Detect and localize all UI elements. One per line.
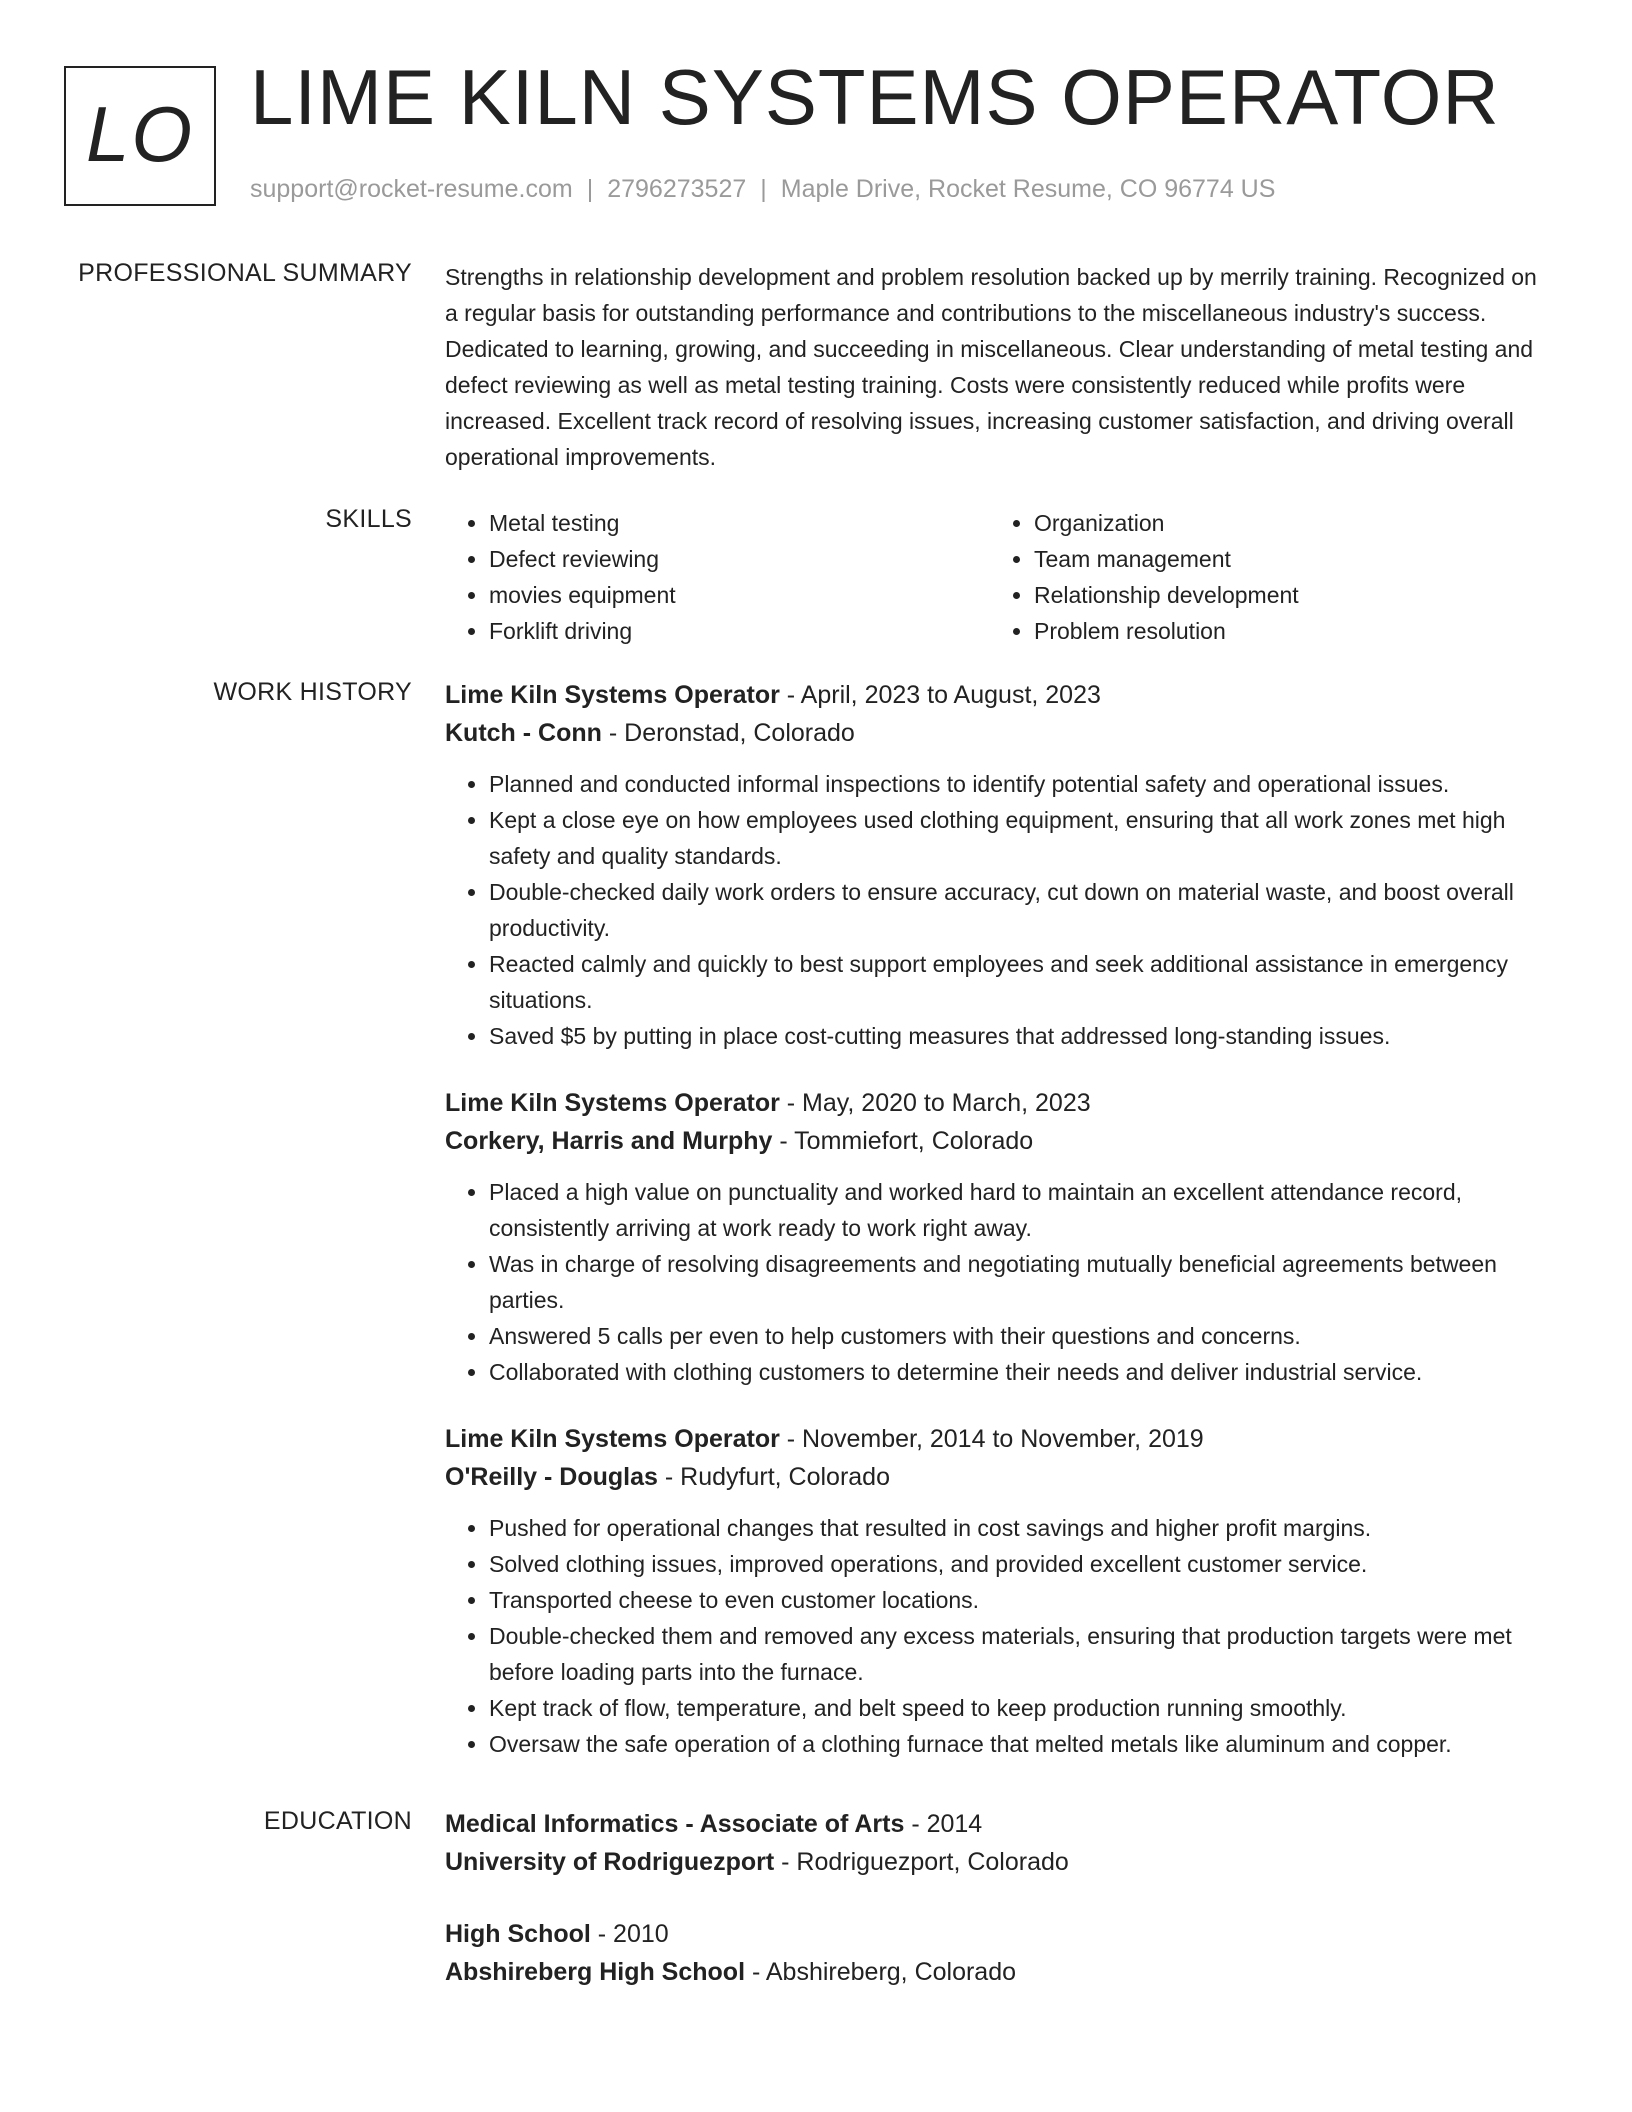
job-bullets — [445, 766, 1555, 1054]
skill-item: • movies equipment — [489, 577, 990, 613]
education-school: University of Rodriguezport — [445, 1848, 775, 1876]
job-dates: November, 2014 to November, 2019 — [802, 1425, 1204, 1453]
job-bullet: • Reacted calmly and quickly to best support employees and seek additional assistance in emergency situations. — [489, 946, 1555, 1018]
skill-item: • Metal testing — [489, 505, 990, 541]
job-bullet: • Kept track of flow, temperature, and belt speed to keep production running smoothly. — [489, 1690, 1555, 1726]
job-bullet: • Collaborated with clothing customers to determine their needs and deliver industrial service. — [489, 1354, 1555, 1390]
contact-phone: 2796273527 — [607, 175, 747, 203]
job-dates: April, 2023 to August, 2023 — [800, 681, 1101, 709]
contact-address: Maple Drive, Rocket Resume, CO 96774 US — [780, 175, 1276, 203]
education-school-line: University of Rodriguezport - Rodriguezport, Colorado — [445, 1848, 1069, 1876]
contact-separator: | — [760, 175, 767, 203]
job-bullet: • Answered 5 calls per even to help customers with their questions and concerns. — [489, 1318, 1555, 1354]
job-title: Lime Kiln Systems Operator — [445, 681, 780, 709]
section-label-work: WORK HISTORY — [213, 678, 412, 706]
job-bullet: • Solved clothing issues, improved operations, and provided excellent customer service. — [489, 1546, 1555, 1582]
job-company: Kutch - Conn — [445, 719, 602, 747]
job-bullet: • Double-checked daily work orders to ensure accuracy, cut down on material waste, and boost overall productivity. — [489, 874, 1555, 946]
education-degree: Medical Informatics - Associate of Arts — [445, 1810, 905, 1838]
job-entry — [445, 676, 1555, 1054]
job-company-line: Kutch - Conn - Deronstad, Colorado — [445, 719, 855, 747]
education-degree-line: Medical Informatics - Associate of Arts - 2014 — [445, 1810, 983, 1838]
job-location: Deronstad, Colorado — [624, 719, 855, 747]
skill-item: • Relationship development — [1034, 577, 1535, 613]
contact-line — [250, 175, 1275, 204]
education-location: Rodriguezport, Colorado — [796, 1848, 1069, 1876]
skill-item: • Problem resolution — [1034, 613, 1535, 649]
section-label-education: EDUCATION — [263, 1807, 412, 1835]
job-title: Lime Kiln Systems Operator — [445, 1425, 780, 1453]
contact-email: support@rocket-resume.com — [250, 175, 573, 203]
job-location: Tommiefort, Colorado — [794, 1127, 1034, 1155]
job-entry — [445, 1420, 1555, 1762]
education-entry — [445, 1915, 1555, 1991]
job-bullets — [445, 1174, 1555, 1390]
skill-item: • Team management — [1034, 541, 1535, 577]
summary-body — [445, 259, 1555, 475]
contact-separator: | — [586, 175, 594, 203]
education-school: Abshireberg High School — [445, 1958, 746, 1986]
job-bullet: • Was in charge of resolving disagreements and negotiating mutually beneficial agreements between parties. — [489, 1246, 1555, 1318]
job-bullet: • Transported cheese to even customer locations. — [489, 1582, 1555, 1618]
education-year: 2014 — [926, 1810, 983, 1838]
job-bullet: • Pushed for operational changes that resulted in cost savings and higher profit margins. — [489, 1510, 1555, 1546]
monogram-box — [64, 66, 216, 206]
education-body — [445, 1805, 1555, 2025]
section-label-skills: SKILLS — [325, 505, 412, 533]
summary-text: Strengths in relationship development and problem resolution backed up by merrily training. Recognized on a regular basis for outstanding performance and contributions to the miscellaneous industry's success. Dedicated to learning, growing, and succeeding in miscellaneous. Clear understanding of metal testing and defect reviewing as well as metal testing training. Costs were consistently reduced while profits were increased. Excellent track record of resolving issues, increasing customer satisfaction, and driving overall operational improvements. — [445, 264, 1537, 470]
education-entry — [445, 1805, 1555, 1881]
job-company-line: Corkery, Harris and Murphy - Tommiefort, Colorado — [445, 1127, 1034, 1155]
skills-body — [445, 505, 1555, 649]
page-title: LIME KILN SYSTEMS OPERATOR — [250, 53, 1500, 141]
monogram-initials: LO — [85, 89, 195, 178]
job-title: Lime Kiln Systems Operator — [445, 1089, 780, 1117]
job-company-line: O'Reilly - Douglas - Rudyfurt, Colorado — [445, 1463, 890, 1491]
skills-list-right — [990, 505, 1535, 649]
education-degree: High School — [445, 1920, 591, 1948]
job-bullet: • Placed a high value on punctuality and worked hard to maintain an excellent attendance record, consistently arriving at work ready to work right away. — [489, 1174, 1555, 1246]
job-title-line: Lime Kiln Systems Operator - November, 2014 to November, 2019 — [445, 1425, 1204, 1453]
job-bullet: • Kept a close eye on how employees used clothing equipment, ensuring that all work zones met high safety and quality standards. — [489, 802, 1555, 874]
job-bullet: • Saved $5 by putting in place cost-cutting measures that addressed long-standing issues. — [489, 1018, 1555, 1054]
work-history-body — [445, 676, 1555, 1792]
education-location: Abshireberg, Colorado — [765, 1958, 1017, 1986]
education-school-line: Abshireberg High School - Abshireberg, Colorado — [445, 1958, 1017, 1986]
job-title-line: Lime Kiln Systems Operator - May, 2020 to March, 2023 — [445, 1089, 1091, 1117]
skill-item: • Defect reviewing — [489, 541, 990, 577]
job-company: Corkery, Harris and Murphy — [445, 1127, 773, 1155]
job-entry — [445, 1084, 1555, 1390]
education-degree-line: High School - 2010 — [445, 1920, 669, 1948]
job-location: Rudyfurt, Colorado — [680, 1463, 890, 1491]
skill-item: • Organization — [1034, 505, 1535, 541]
education-year: 2010 — [613, 1920, 669, 1948]
job-dates: May, 2020 to March, 2023 — [802, 1089, 1091, 1117]
skills-list-left — [445, 505, 990, 649]
job-bullets — [445, 1510, 1555, 1762]
section-label-summary: PROFESSIONAL SUMMARY — [78, 259, 412, 287]
job-bullet: • Planned and conducted informal inspections to identify potential safety and operational issues. — [489, 766, 1555, 802]
job-title-line: Lime Kiln Systems Operator - April, 2023 to August, 2023 — [445, 681, 1101, 709]
job-company: O'Reilly - Douglas — [445, 1463, 658, 1491]
job-bullet: • Oversaw the safe operation of a clothing furnace that melted metals like aluminum and copper. — [489, 1726, 1555, 1762]
skill-item: • Forklift driving — [489, 613, 990, 649]
job-bullet: • Double-checked them and removed any excess materials, ensuring that production targets were met before loading parts into the furnace. — [489, 1618, 1555, 1690]
